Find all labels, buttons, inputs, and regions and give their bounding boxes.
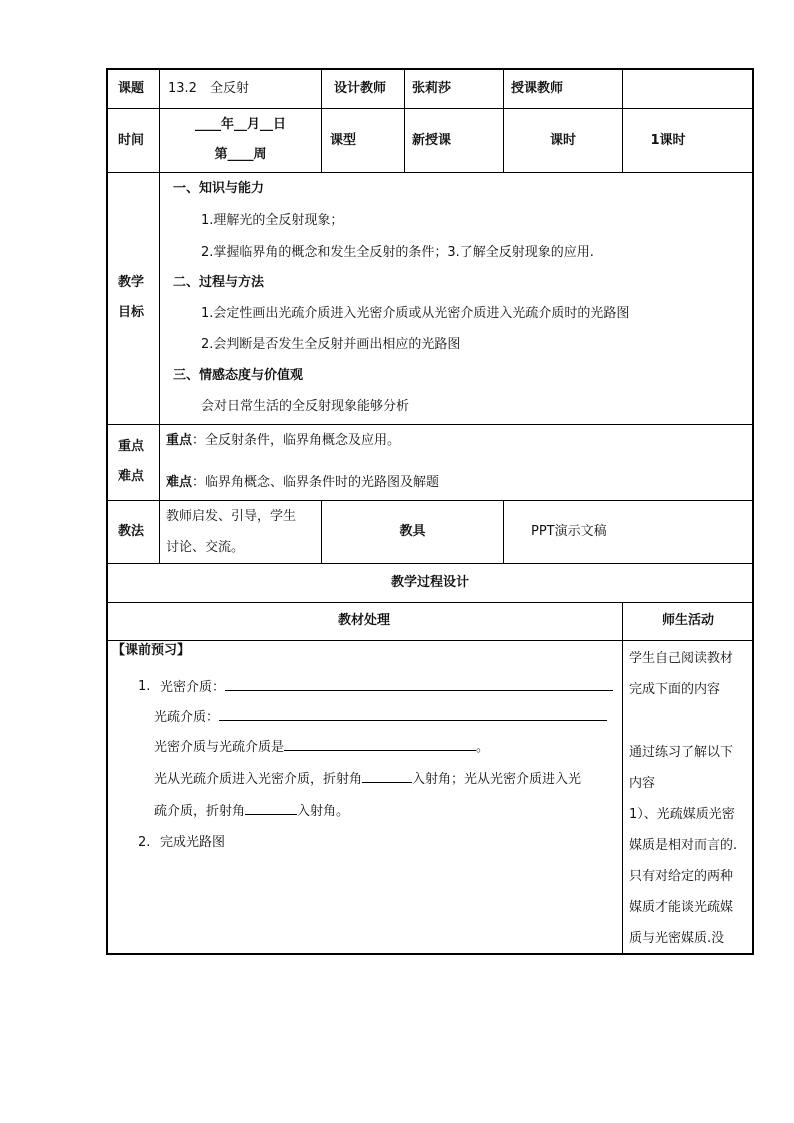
- row-divider: [106, 172, 754, 173]
- objective-heading-knowledge: 一、知识与能力: [173, 181, 265, 196]
- activity-line: 媒质是相对而言的.: [629, 838, 738, 853]
- refraction-text-a: 光从光疏介质进入光密介质，折射角: [154, 772, 363, 787]
- col-divider: [503, 70, 504, 172]
- objective-item: 1.理解光的全反射现象；: [201, 213, 344, 228]
- difficult-point-label: 难点: [166, 475, 193, 490]
- col-divider: [503, 500, 504, 563]
- sparse-medium-blank[interactable]: [219, 708, 607, 721]
- row-divider: [106, 563, 754, 564]
- method-value-line2: 讨论、交流。: [166, 540, 245, 555]
- topic-value: 13.2 全反射: [168, 81, 249, 96]
- row-divider: [106, 602, 754, 603]
- method-label: 教法: [118, 524, 145, 539]
- col-divider: [159, 70, 160, 563]
- activity-line: 内容: [629, 776, 656, 791]
- key-point-text: ：全反射条件，临界角概念及应用。: [192, 433, 401, 448]
- refraction-blank-2[interactable]: [245, 802, 297, 815]
- relative-medium-line: [154, 738, 489, 757]
- refraction-text-d: 入射角。: [297, 804, 350, 819]
- row-divider: [106, 500, 754, 501]
- date-line: ____年__月__日: [194, 117, 286, 132]
- refraction-blank-1[interactable]: [362, 770, 412, 783]
- sparse-medium-label: 光疏介质：: [154, 710, 220, 725]
- key-point-label: 重点: [166, 433, 193, 448]
- refraction-line-1: [154, 770, 581, 789]
- col-divider: [622, 70, 623, 172]
- column-header-activities: 师生活动: [661, 613, 714, 628]
- sparse-medium-line: [154, 708, 607, 727]
- row-divider: [106, 424, 754, 425]
- keypoint-label-1: 重点: [118, 439, 145, 454]
- row-divider: [106, 640, 754, 641]
- week-line: 第____周: [214, 147, 267, 162]
- activity-line: 质与光密媒质.没: [629, 931, 725, 946]
- col-divider: [622, 602, 623, 953]
- keypoint-label-2: 难点: [118, 469, 145, 484]
- objective-item: 2.会判断是否发生全反射并画出相应的光路图: [201, 337, 461, 352]
- activity-line: 媒质才能谈光疏媒: [629, 900, 734, 915]
- difficult-point-text: ：临界角概念、临界条件时的光路图及解题: [192, 475, 440, 490]
- objective-heading-attitude: 三、情感态度与价值观: [173, 368, 304, 383]
- hours-value: 1课时: [650, 133, 686, 148]
- key-point: [166, 432, 400, 450]
- design-teacher-value: 张莉莎: [412, 81, 452, 96]
- relative-medium-blank[interactable]: [284, 738, 476, 751]
- col-divider: [321, 70, 322, 172]
- objective-item: 1.会定性画出光疏介质进入光密介质或从光密介质进入光疏介质时的光路图: [201, 306, 630, 321]
- preview-heading: 【课前预习】: [112, 643, 191, 658]
- activity-line: 1）、光疏媒质光密: [629, 807, 735, 822]
- relative-medium-label: 光密介质与光疏介质是: [154, 740, 285, 755]
- process-title: 教学过程设计: [390, 575, 469, 590]
- hours-label: 课时: [549, 133, 576, 148]
- lesson-type-label: 课型: [330, 133, 357, 148]
- complete-ray-diagram: 完成光路图: [160, 835, 226, 850]
- row-divider: [106, 108, 754, 109]
- teaching-aid-label: 教具: [399, 524, 426, 539]
- activity-line: 完成下面的内容: [629, 682, 721, 697]
- refraction-line-2: [154, 802, 349, 821]
- dense-medium-label: 光密介质：: [160, 680, 226, 695]
- refraction-text-b: 入射角；光从光密介质进入光: [412, 772, 582, 787]
- item-number-1: 1.: [138, 679, 151, 694]
- dense-medium-line: [160, 678, 613, 697]
- col-divider: [404, 70, 405, 172]
- method-value-line1: 教师启发、引导，学生: [166, 509, 297, 524]
- objectives-label-2: 目标: [118, 305, 145, 320]
- objective-item: 2.掌握临界角的概念和发生全反射的条件；3.了解全反射现象的应用.: [201, 245, 594, 260]
- item-number-2: 2.: [138, 835, 151, 850]
- objective-item: 会对日常生活的全反射现象能够分析: [201, 399, 410, 414]
- activity-line: 通过练习了解以下: [629, 745, 734, 760]
- dense-medium-blank[interactable]: [225, 678, 613, 691]
- topic-label: 课题: [118, 81, 145, 96]
- refraction-text-c: 疏介质，折射角: [154, 804, 246, 819]
- difficult-point: [166, 474, 439, 492]
- lecturer-label: 授课教师: [511, 81, 564, 96]
- column-header-materials: 教材处理: [337, 613, 390, 628]
- design-teacher-label: 设计教师: [334, 81, 387, 96]
- lesson-type-value: 新授课: [412, 133, 452, 148]
- sentence-end: 。: [476, 740, 490, 755]
- activity-line: 学生自己阅读教材: [629, 651, 734, 666]
- objective-heading-process: 二、过程与方法: [173, 275, 265, 290]
- time-label: 时间: [118, 133, 145, 148]
- teaching-aid-value: PPT演示文稿: [531, 524, 607, 539]
- objectives-label-1: 教学: [118, 275, 145, 290]
- activity-line: 只有对给定的两种: [629, 869, 734, 884]
